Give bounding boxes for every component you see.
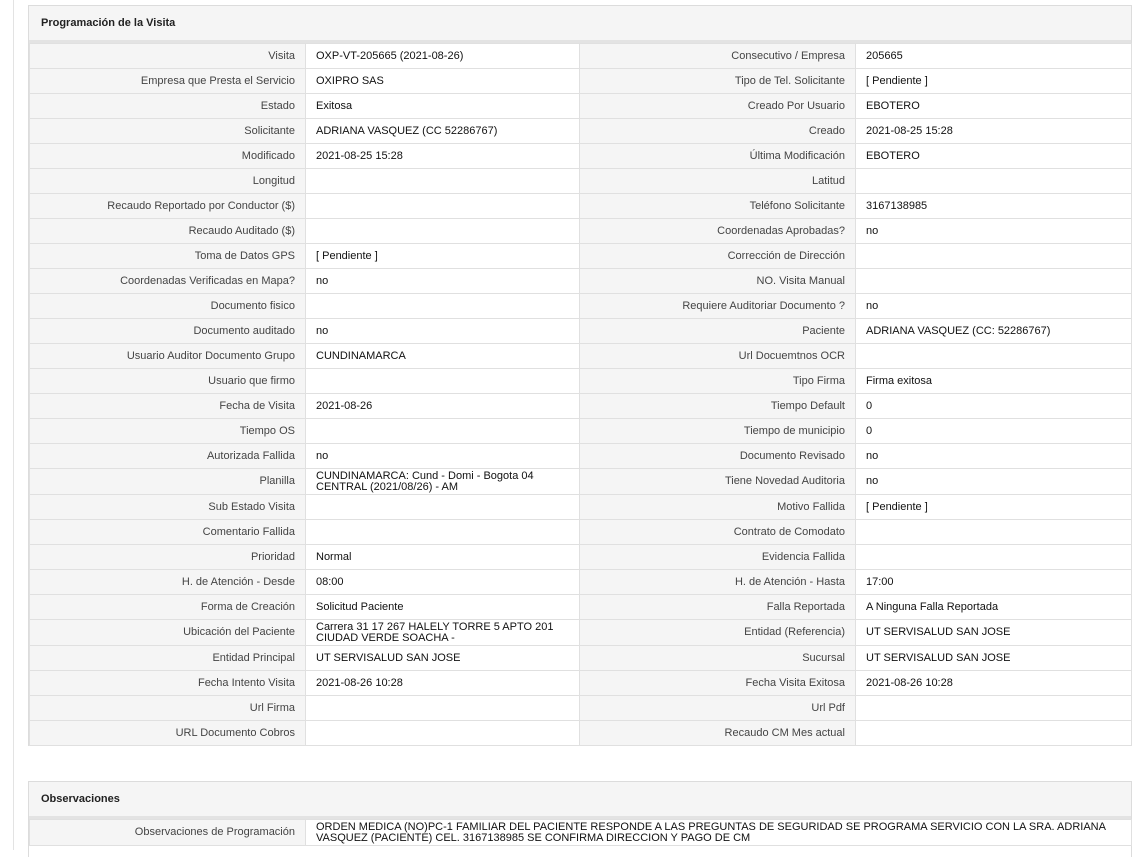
field-value: [306, 194, 580, 219]
field-value: 2021-08-25 15:28: [856, 119, 1132, 144]
field-label: Url Docuemtnos OCR: [580, 344, 856, 369]
table-row: [30, 244, 1132, 269]
table-row: [30, 69, 1132, 94]
field-value: [306, 169, 580, 194]
table-row: [30, 269, 1132, 294]
field-value: no: [856, 444, 1132, 469]
field-value: UT SERVISALUD SAN JOSE: [306, 646, 580, 671]
field-value: [856, 344, 1132, 369]
table-row: [30, 419, 1132, 444]
field-value: [856, 169, 1132, 194]
field-value: 3167138985: [856, 194, 1132, 219]
table-row: [30, 620, 1132, 646]
field-label: Sub Estado Visita: [30, 495, 306, 520]
field-value: 0: [856, 419, 1132, 444]
field-label: Comentario Fallida: [30, 520, 306, 545]
field-value: [306, 520, 580, 545]
field-label: Prioridad: [30, 545, 306, 570]
field-value: no: [306, 444, 580, 469]
field-label: Tiempo Default: [580, 394, 856, 419]
field-value: EBOTERO: [856, 144, 1132, 169]
field-label: Sucursal: [580, 646, 856, 671]
field-value: CUNDINAMARCA: Cund - Domi - Bogota 04 CENTRAL (2021/08/26) - AM: [306, 469, 580, 495]
field-label: Autorizada Fallida: [30, 444, 306, 469]
field-label: Fecha de Visita: [30, 394, 306, 419]
field-label: Tipo Firma: [580, 369, 856, 394]
field-value: no: [856, 294, 1132, 319]
table-row: [30, 495, 1132, 520]
left-border-line: [13, 0, 14, 850]
field-value: [856, 696, 1132, 721]
field-label: Url Pdf: [580, 696, 856, 721]
field-value: no: [306, 269, 580, 294]
field-value: UT SERVISALUD SAN JOSE: [856, 620, 1132, 646]
field-label: Latitud: [580, 169, 856, 194]
field-value: A Ninguna Falla Reportada: [856, 595, 1132, 620]
field-value: Firma exitosa: [856, 369, 1132, 394]
field-value: 0: [856, 394, 1132, 419]
field-label: Visita: [30, 44, 306, 69]
table-row: [30, 169, 1132, 194]
table-row: [30, 721, 1132, 746]
field-label: Recaudo Reportado por Conductor ($): [30, 194, 306, 219]
field-label: Creado: [580, 119, 856, 144]
field-value: 205665: [856, 44, 1132, 69]
field-value: 2021-08-26 10:28: [856, 671, 1132, 696]
field-label: Falla Reportada: [580, 595, 856, 620]
field-label: Paciente: [580, 319, 856, 344]
field-value: 2021-08-26 10:28: [306, 671, 580, 696]
observaciones-row: [30, 820, 1132, 846]
table-row: [30, 144, 1132, 169]
field-label: Entidad (Referencia): [580, 620, 856, 646]
field-value: no: [856, 219, 1132, 244]
field-label: Recaudo CM Mes actual: [580, 721, 856, 746]
observaciones-title: Observaciones: [29, 782, 1131, 819]
table-row: [30, 294, 1132, 319]
field-label: Documento auditado: [30, 319, 306, 344]
table-row: [30, 344, 1132, 369]
field-label: Última Modificación: [580, 144, 856, 169]
field-label: Evidencia Fallida: [580, 545, 856, 570]
field-value: EBOTERO: [856, 94, 1132, 119]
table-row: [30, 219, 1132, 244]
field-label: Recaudo Auditado ($): [30, 219, 306, 244]
field-label: Forma de Creación: [30, 595, 306, 620]
field-value: [856, 244, 1132, 269]
field-value: Exitosa: [306, 94, 580, 119]
field-label: Entidad Principal: [30, 646, 306, 671]
field-value: Carrera 31 17 267 HALELY TORRE 5 APTO 201 CIUDAD VERDE SOACHA -: [306, 620, 580, 646]
field-label: Tipo de Tel. Solicitante: [580, 69, 856, 94]
field-label: Toma de Datos GPS: [30, 244, 306, 269]
field-value: UT SERVISALUD SAN JOSE: [856, 646, 1132, 671]
field-label: Estado: [30, 94, 306, 119]
field-value: [856, 545, 1132, 570]
programacion-panel: [28, 5, 1132, 746]
table-row: [30, 671, 1132, 696]
field-label: Modificado: [30, 144, 306, 169]
field-label: Requiere Auditoriar Documento ?: [580, 294, 856, 319]
table-row: [30, 444, 1132, 469]
field-label: H. de Atención - Hasta: [580, 570, 856, 595]
table-row: [30, 520, 1132, 545]
field-value: 17:00: [856, 570, 1132, 595]
field-value: [856, 520, 1132, 545]
table-row: [30, 696, 1132, 721]
field-value: no: [856, 469, 1132, 495]
field-label: Documento fisico: [30, 294, 306, 319]
field-label: Consecutivo / Empresa: [580, 44, 856, 69]
field-label: Coordenadas Verificadas en Mapa?: [30, 269, 306, 294]
field-label: Motivo Fallida: [580, 495, 856, 520]
table-row: [30, 194, 1132, 219]
table-row: [30, 646, 1132, 671]
field-label: Contrato de Comodato: [580, 520, 856, 545]
table-row: [30, 469, 1132, 495]
table-row: [30, 394, 1132, 419]
field-value: [306, 369, 580, 394]
table-row: [30, 119, 1132, 144]
field-label: Solicitante: [30, 119, 306, 144]
field-label: Usuario Auditor Documento Grupo: [30, 344, 306, 369]
field-value: ADRIANA VASQUEZ (CC: 52286767): [856, 319, 1132, 344]
field-value: OXIPRO SAS: [306, 69, 580, 94]
table-row: [30, 369, 1132, 394]
field-label: Longitud: [30, 169, 306, 194]
table-row: [30, 570, 1132, 595]
field-label: Ubicación del Paciente: [30, 620, 306, 646]
table-row: [30, 44, 1132, 69]
field-value: CUNDINAMARCA: [306, 344, 580, 369]
field-label: Corrección de Dirección: [580, 244, 856, 269]
field-value: [856, 721, 1132, 746]
observaciones-panel: [28, 781, 1132, 857]
field-label: Tiempo de municipio: [580, 419, 856, 444]
field-value: OXP-VT-205665 (2021-08-26): [306, 44, 580, 69]
field-value: Normal: [306, 545, 580, 570]
observaciones-label: Observaciones de Programación: [30, 820, 306, 846]
field-label: Coordenadas Aprobadas?: [580, 219, 856, 244]
field-label: Documento Revisado: [580, 444, 856, 469]
field-value: 2021-08-26: [306, 394, 580, 419]
field-label: Creado Por Usuario: [580, 94, 856, 119]
field-label: Fecha Visita Exitosa: [580, 671, 856, 696]
field-value: [ Pendiente ]: [856, 495, 1132, 520]
field-value: 08:00: [306, 570, 580, 595]
observaciones-value: ORDEN MEDICA (NO)PC-1 FAMILIAR DEL PACIENTE RESPONDE A LAS PREGUNTAS DE SEGURIDAD SE PROGRAMA SERVICIO CON LA SRA. ADRIANA VASQUEZ (PACIENTE) CEL. 3167138985 SE CONFIRMA DIRECCION Y PAGO DE CM: [306, 820, 1132, 846]
field-value: [ Pendiente ]: [306, 244, 580, 269]
field-label: URL Documento Cobros: [30, 721, 306, 746]
field-value: [306, 721, 580, 746]
field-label: Planilla: [30, 469, 306, 495]
field-value: Solicitud Paciente: [306, 595, 580, 620]
field-value: [306, 219, 580, 244]
field-value: ADRIANA VASQUEZ (CC 52286767): [306, 119, 580, 144]
field-value: 2021-08-25 15:28: [306, 144, 580, 169]
field-label: Teléfono Solicitante: [580, 194, 856, 219]
table-row: [30, 545, 1132, 570]
field-value: [856, 269, 1132, 294]
field-value: [ Pendiente ]: [856, 69, 1132, 94]
table-row: [30, 595, 1132, 620]
field-label: Empresa que Presta el Servicio: [30, 69, 306, 94]
field-label: NO. Visita Manual: [580, 269, 856, 294]
table-row: [30, 319, 1132, 344]
field-value: [306, 294, 580, 319]
observaciones-table: [29, 819, 1132, 846]
field-value: [306, 495, 580, 520]
field-value: no: [306, 319, 580, 344]
programacion-title: Programación de la Visita: [29, 6, 1131, 43]
field-label: Url Firma: [30, 696, 306, 721]
field-label: Tiempo OS: [30, 419, 306, 444]
field-label: Fecha Intento Visita: [30, 671, 306, 696]
field-value: [306, 696, 580, 721]
field-label: Usuario que firmo: [30, 369, 306, 394]
table-row: [30, 94, 1132, 119]
programacion-table: [29, 43, 1132, 746]
field-label: Tiene Novedad Auditoria: [580, 469, 856, 495]
field-value: [306, 419, 580, 444]
field-label: H. de Atención - Desde: [30, 570, 306, 595]
